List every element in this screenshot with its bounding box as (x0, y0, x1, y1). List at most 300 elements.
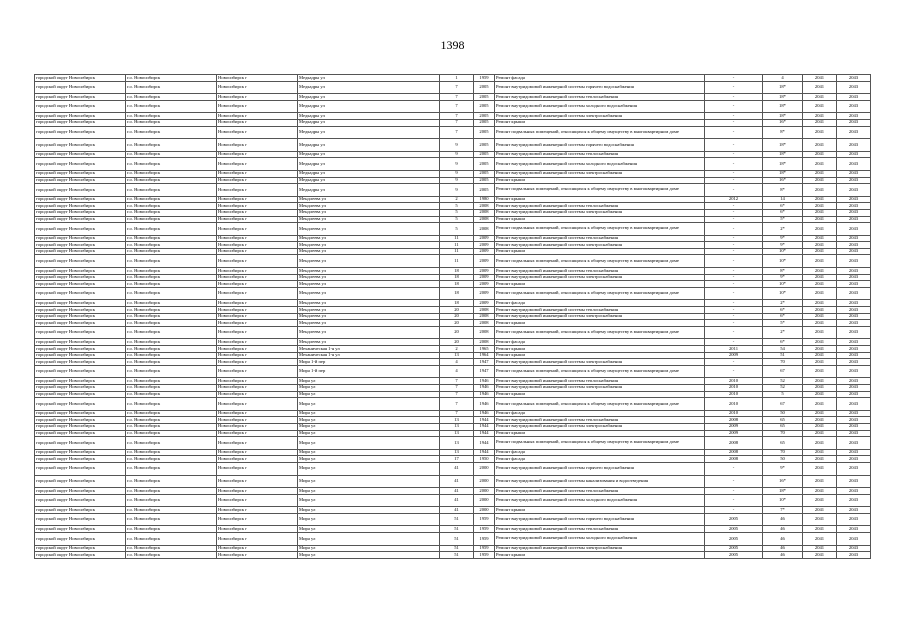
cell-house-number: 9 (440, 139, 474, 152)
cell-prev-repair-year: 2005 (705, 513, 763, 526)
cell-norm-period: 10* (763, 494, 803, 507)
cell-norm-period: 8* (763, 126, 803, 139)
cell-build-year: 2005 (474, 113, 495, 120)
cell-street: Медкадры ул (298, 81, 440, 94)
cell-okrug: городской округ Новосибирск (35, 94, 126, 101)
cell-street: Мира ул (298, 475, 440, 488)
cell-plan-to: 2043 (837, 339, 871, 346)
cell-work-type: Ремонт внутридомовой инженерной системы теплоснабжения (495, 151, 705, 158)
table-row (35, 300, 871, 307)
cell-prev-repair-year: - (705, 326, 763, 339)
cell-house-number: 7 (440, 94, 474, 101)
cell-work-type: Ремонт внутридомовой инженерной системы электроснабжения (495, 113, 705, 120)
cell-build-year: 2000 (474, 475, 495, 488)
cell-house-number: 41 (440, 507, 474, 514)
cell-plan-from: 2041 (803, 113, 837, 120)
cell-plan-from: 2041 (803, 326, 837, 339)
cell-street: Мендлеева ул (298, 216, 440, 223)
cell-house-number: 7 (440, 100, 474, 113)
cell-work-type: Ремонт внутридомовой инженерной системы канализования и водоотведения (495, 475, 705, 488)
cell-okrug: городской округ Новосибирск (35, 126, 126, 139)
cell-municipality: г.о. Новосибирск (126, 352, 217, 359)
cell-municipality: г.о. Новосибирск (126, 184, 217, 197)
cell-street: Мира ул (298, 526, 440, 533)
table-row (35, 151, 871, 158)
cell-city: Новосибирск г (217, 274, 298, 281)
cell-house-number: 13 (440, 437, 474, 450)
cell-okrug: городской округ Новосибирск (35, 417, 126, 424)
cell-prev-repair-year: 2005 (705, 545, 763, 552)
cell-norm-period: 10* (763, 281, 803, 288)
table-row (35, 313, 871, 320)
cell-municipality: г.о. Новосибирск (126, 248, 217, 255)
cell-plan-to: 2043 (837, 300, 871, 307)
cell-city: Новосибирск г (217, 526, 298, 533)
cell-plan-to: 2043 (837, 139, 871, 152)
cell-plan-to: 2043 (837, 81, 871, 94)
table-row (35, 268, 871, 275)
cell-plan-from: 2041 (803, 248, 837, 255)
cell-city: Новосибирск г (217, 184, 298, 197)
cell-plan-to: 2043 (837, 287, 871, 300)
cell-build-year: 2008 (474, 216, 495, 223)
table-row (35, 113, 871, 120)
cell-municipality: г.о. Новосибирск (126, 533, 217, 546)
cell-city: Новосибирск г (217, 223, 298, 236)
cell-house-number: 20 (440, 313, 474, 320)
cell-norm-period: 6* (763, 339, 803, 346)
cell-build-year: 2005 (474, 184, 495, 197)
cell-okrug: городской округ Новосибирск (35, 365, 126, 378)
cell-city: Новосибирск г (217, 410, 298, 417)
cell-build-year: 2000 (474, 494, 495, 507)
cell-plan-to: 2043 (837, 462, 871, 475)
cell-prev-repair-year: - (705, 339, 763, 346)
cell-plan-from: 2041 (803, 423, 837, 430)
cell-street: Мира ул (298, 430, 440, 437)
cell-city: Новосибирск г (217, 494, 298, 507)
cell-plan-from: 2041 (803, 307, 837, 314)
cell-plan-to: 2043 (837, 384, 871, 391)
cell-norm-period: 18* (763, 151, 803, 158)
cell-municipality: г.о. Новосибирск (126, 494, 217, 507)
cell-street: Мира ул (298, 398, 440, 411)
cell-build-year: 2008 (474, 320, 495, 327)
cell-work-type: Ремонт внутридомовой инженерной системы электроснабжения (495, 274, 705, 281)
cell-work-type: Ремонт крыши (495, 346, 705, 353)
table-row (35, 81, 871, 94)
cell-plan-to: 2043 (837, 507, 871, 514)
cell-okrug: городской округ Новосибирск (35, 430, 126, 437)
cell-street: Мендлеева ул (298, 248, 440, 255)
cell-plan-from: 2041 (803, 410, 837, 417)
cell-plan-to: 2043 (837, 313, 871, 320)
cell-work-type: Ремонт внутридомовой инженерной системы холодного водоснабжения (495, 494, 705, 507)
cell-plan-from: 2041 (803, 139, 837, 152)
cell-work-type: Ремонт крыши (495, 177, 705, 184)
cell-street: Медкадры ул (298, 177, 440, 184)
cell-city: Новосибирск г (217, 326, 298, 339)
cell-plan-to: 2043 (837, 430, 871, 437)
cell-okrug: городской округ Новосибирск (35, 326, 126, 339)
cell-work-type: Ремонт внутридомовой инженерной системы холодного водоснабжения (495, 100, 705, 113)
capital-repair-register-table (34, 74, 871, 559)
cell-house-number: 7 (440, 126, 474, 139)
cell-house-number: 7 (440, 384, 474, 391)
table-row (35, 242, 871, 249)
cell-street: Мира ул (298, 378, 440, 385)
cell-plan-to: 2043 (837, 320, 871, 327)
cell-street: Мендлеева ул (298, 268, 440, 275)
cell-norm-period: 50 (763, 410, 803, 417)
cell-norm-period: 18* (763, 139, 803, 152)
cell-build-year: 1944 (474, 437, 495, 450)
cell-okrug: городской округ Новосибирск (35, 216, 126, 223)
cell-work-type: Ремонт фасада (495, 449, 705, 456)
cell-work-type: Ремонт фасада (495, 75, 705, 82)
table-row (35, 488, 871, 495)
cell-street: Мендлеева ул (298, 255, 440, 268)
cell-norm-period: 70 (763, 449, 803, 456)
cell-work-type: Ремонт внутридомовой инженерной системы холодного водоснабжения (495, 533, 705, 546)
cell-street: Медкадры ул (298, 126, 440, 139)
cell-municipality: г.о. Новосибирск (126, 313, 217, 320)
cell-build-year: 1946 (474, 391, 495, 398)
cell-house-number: 18 (440, 281, 474, 288)
cell-norm-period: 9* (763, 242, 803, 249)
table-row (35, 235, 871, 242)
table-row (35, 526, 871, 533)
cell-street: Мира ул (298, 462, 440, 475)
cell-work-type: Ремонт крыши (495, 352, 705, 359)
cell-build-year: 1947 (474, 359, 495, 366)
cell-city: Новосибирск г (217, 281, 298, 288)
cell-plan-to: 2043 (837, 75, 871, 82)
cell-build-year: 1944 (474, 449, 495, 456)
cell-street: Мира ул (298, 494, 440, 507)
cell-plan-from: 2041 (803, 462, 837, 475)
cell-municipality: г.о. Новосибирск (126, 513, 217, 526)
cell-okrug: городской округ Новосибирск (35, 287, 126, 300)
cell-plan-to: 2043 (837, 513, 871, 526)
cell-municipality: г.о. Новосибирск (126, 151, 217, 158)
cell-city: Новосибирск г (217, 359, 298, 366)
cell-house-number: 51 (440, 533, 474, 546)
cell-plan-to: 2043 (837, 158, 871, 171)
cell-work-type: Ремонт внутридомовой инженерной системы электроснабжения (495, 170, 705, 177)
cell-build-year: 1959 (474, 552, 495, 559)
table-row (35, 170, 871, 177)
cell-plan-to: 2043 (837, 307, 871, 314)
cell-work-type: Ремонт внутридомовой инженерной системы теплоснабжения (495, 488, 705, 495)
cell-work-type: Ремонт крыши (495, 196, 705, 203)
cell-city: Новосибирск г (217, 378, 298, 385)
cell-build-year: 1946 (474, 398, 495, 411)
cell-house-number: 7 (440, 113, 474, 120)
cell-city: Новосибирск г (217, 158, 298, 171)
table-row (35, 307, 871, 314)
cell-plan-from: 2041 (803, 359, 837, 366)
cell-plan-from: 2041 (803, 100, 837, 113)
cell-norm-period: 50 (763, 456, 803, 463)
cell-okrug: городской округ Новосибирск (35, 552, 126, 559)
cell-city: Новосибирск г (217, 391, 298, 398)
table-row (35, 462, 871, 475)
cell-okrug: городской округ Новосибирск (35, 391, 126, 398)
cell-work-type: Ремонт внутридомовой инженерной системы теплоснабжения (495, 378, 705, 385)
cell-okrug: городской округ Новосибирск (35, 113, 126, 120)
cell-house-number: 51 (440, 513, 474, 526)
cell-prev-repair-year: - (705, 462, 763, 475)
table-row (35, 545, 871, 552)
cell-plan-to: 2043 (837, 255, 871, 268)
cell-work-type: Ремонт подвальных помещений, относящихся к общему имуществу в многоквартирном доме (495, 184, 705, 197)
cell-street: Мендлеева ул (298, 307, 440, 314)
cell-norm-period: 54 (763, 346, 803, 353)
cell-street: Медкадры ул (298, 113, 440, 120)
cell-plan-from: 2041 (803, 126, 837, 139)
table-row (35, 255, 871, 268)
cell-city: Новосибирск г (217, 196, 298, 203)
cell-plan-to: 2043 (837, 100, 871, 113)
cell-build-year: 2005 (474, 151, 495, 158)
cell-plan-to: 2043 (837, 274, 871, 281)
cell-prev-repair-year: - (705, 170, 763, 177)
cell-house-number: 13 (440, 417, 474, 424)
cell-okrug: городской округ Новосибирск (35, 423, 126, 430)
cell-build-year: 1965 (474, 346, 495, 353)
cell-municipality: г.о. Новосибирск (126, 437, 217, 450)
cell-street: Мендлеева ул (298, 339, 440, 346)
cell-norm-period: 5 (763, 391, 803, 398)
cell-build-year: 1959 (474, 75, 495, 82)
cell-prev-repair-year: - (705, 494, 763, 507)
cell-city: Новосибирск г (217, 287, 298, 300)
cell-prev-repair-year: - (705, 100, 763, 113)
cell-plan-to: 2043 (837, 475, 871, 488)
cell-house-number: 11 (440, 248, 474, 255)
cell-okrug: городской округ Новосибирск (35, 307, 126, 314)
cell-plan-to: 2043 (837, 126, 871, 139)
cell-prev-repair-year: 2005 (705, 526, 763, 533)
cell-build-year: 1959 (474, 533, 495, 546)
cell-prev-repair-year: 2011 (705, 346, 763, 353)
cell-municipality: г.о. Новосибирск (126, 417, 217, 424)
cell-okrug: городской округ Новосибирск (35, 346, 126, 353)
cell-build-year: 2009 (474, 255, 495, 268)
cell-prev-repair-year: - (705, 216, 763, 223)
cell-work-type: Ремонт внутридомовой инженерной системы теплоснабжения (495, 235, 705, 242)
cell-build-year: 2008 (474, 339, 495, 346)
table-row (35, 139, 871, 152)
cell-plan-from: 2041 (803, 552, 837, 559)
cell-prev-repair-year: 2008 (705, 437, 763, 450)
cell-plan-to: 2043 (837, 410, 871, 417)
cell-municipality: г.о. Новосибирск (126, 430, 217, 437)
cell-house-number: 13 (440, 430, 474, 437)
cell-city: Новосибирск г (217, 235, 298, 242)
cell-work-type: Ремонт подвальных помещений, относящихся к общему имуществу в многоквартирном доме (495, 255, 705, 268)
cell-okrug: городской округ Новосибирск (35, 170, 126, 177)
cell-municipality: г.о. Новосибирск (126, 287, 217, 300)
page-number: 1398 (440, 38, 465, 52)
cell-plan-from: 2041 (803, 235, 837, 242)
cell-build-year: 2008 (474, 203, 495, 210)
cell-city: Новосибирск г (217, 430, 298, 437)
cell-okrug: городской округ Новосибирск (35, 494, 126, 507)
cell-municipality: г.о. Новосибирск (126, 126, 217, 139)
cell-work-type: Ремонт крыши (495, 281, 705, 288)
cell-street: Медкадры ул (298, 75, 440, 82)
table-row (35, 346, 871, 353)
cell-house-number: 18 (440, 274, 474, 281)
cell-house-number: 7 (440, 81, 474, 94)
cell-city: Новосибирск г (217, 100, 298, 113)
cell-norm-period: 10* (763, 255, 803, 268)
cell-prev-repair-year: - (705, 507, 763, 514)
cell-prev-repair-year: - (705, 488, 763, 495)
cell-build-year: 2005 (474, 126, 495, 139)
table-row (35, 75, 871, 82)
table-row (35, 196, 871, 203)
cell-house-number: 7 (440, 119, 474, 126)
cell-plan-from: 2041 (803, 513, 837, 526)
cell-work-type: Ремонт подвальных помещений, относящихся к общему имуществу в многоквартирном доме (495, 126, 705, 139)
cell-city: Новосибирск г (217, 94, 298, 101)
cell-street: Мендлеева ул (298, 196, 440, 203)
cell-municipality: г.о. Новосибирск (126, 100, 217, 113)
cell-build-year: 1946 (474, 410, 495, 417)
cell-municipality: г.о. Новосибирск (126, 391, 217, 398)
cell-work-type: Ремонт крыши (495, 552, 705, 559)
table-row (35, 384, 871, 391)
cell-build-year: 1946 (474, 378, 495, 385)
cell-street: Мира ул (298, 449, 440, 456)
cell-norm-period: 7* (763, 507, 803, 514)
table-row (35, 423, 871, 430)
cell-okrug: городской округ Новосибирск (35, 158, 126, 171)
cell-street: Мира ул (298, 488, 440, 495)
cell-prev-repair-year: - (705, 177, 763, 184)
cell-build-year: 2005 (474, 81, 495, 94)
cell-plan-to: 2043 (837, 488, 871, 495)
cell-prev-repair-year: - (705, 255, 763, 268)
cell-municipality: г.о. Новосибирск (126, 365, 217, 378)
cell-municipality: г.о. Новосибирск (126, 300, 217, 307)
cell-municipality: г.о. Новосибирск (126, 274, 217, 281)
cell-norm-period: 46 (763, 545, 803, 552)
cell-plan-to: 2043 (837, 223, 871, 236)
cell-norm-period: 9* (763, 274, 803, 281)
cell-plan-from: 2041 (803, 255, 837, 268)
cell-norm-period: 67 (763, 398, 803, 411)
cell-city: Новосибирск г (217, 81, 298, 94)
cell-plan-to: 2043 (837, 113, 871, 120)
cell-city: Новосибирск г (217, 151, 298, 158)
cell-prev-repair-year: - (705, 209, 763, 216)
cell-okrug: городской округ Новосибирск (35, 81, 126, 94)
cell-build-year: 1959 (474, 513, 495, 526)
cell-street: Мира ул (298, 456, 440, 463)
table-row (35, 274, 871, 281)
cell-build-year: 2005 (474, 119, 495, 126)
cell-city: Новосибирск г (217, 437, 298, 450)
cell-build-year: 2009 (474, 268, 495, 275)
table-row (35, 320, 871, 327)
cell-street: Мендлеева ул (298, 300, 440, 307)
cell-prev-repair-year: - (705, 139, 763, 152)
cell-municipality: г.о. Новосибирск (126, 488, 217, 495)
cell-work-type: Ремонт внутридомовой инженерной системы теплоснабжения (495, 203, 705, 210)
cell-prev-repair-year: - (705, 313, 763, 320)
cell-plan-to: 2043 (837, 203, 871, 210)
cell-plan-from: 2041 (803, 158, 837, 171)
cell-plan-to: 2043 (837, 526, 871, 533)
cell-build-year: 2008 (474, 223, 495, 236)
cell-street: Мендлеева ул (298, 235, 440, 242)
cell-norm-period: 18* (763, 170, 803, 177)
cell-street: Механическая 1-я ул (298, 346, 440, 353)
cell-city: Новосибирск г (217, 507, 298, 514)
cell-prev-repair-year: - (705, 235, 763, 242)
cell-municipality: г.о. Новосибирск (126, 410, 217, 417)
table-row (35, 94, 871, 101)
cell-build-year: 2009 (474, 242, 495, 249)
cell-house-number: 20 (440, 320, 474, 327)
cell-plan-from: 2041 (803, 475, 837, 488)
cell-plan-from: 2041 (803, 184, 837, 197)
cell-municipality: г.о. Новосибирск (126, 94, 217, 101)
cell-work-type: Ремонт крыши (495, 248, 705, 255)
cell-prev-repair-year: - (705, 158, 763, 171)
cell-plan-from: 2041 (803, 320, 837, 327)
cell-house-number: 5 (440, 203, 474, 210)
cell-plan-to: 2043 (837, 94, 871, 101)
cell-okrug: городской округ Новосибирск (35, 320, 126, 327)
cell-street: Мира ул (298, 545, 440, 552)
cell-norm-period: 6* (763, 209, 803, 216)
cell-plan-from: 2041 (803, 287, 837, 300)
cell-plan-from: 2041 (803, 494, 837, 507)
cell-build-year: 2000 (474, 488, 495, 495)
cell-okrug: городской округ Новосибирск (35, 359, 126, 366)
cell-norm-period: 52 (763, 384, 803, 391)
table-row (35, 119, 871, 126)
cell-build-year: 1947 (474, 365, 495, 378)
cell-plan-to: 2043 (837, 196, 871, 203)
cell-house-number: 5 (440, 209, 474, 216)
cell-street: Мендлеева ул (298, 320, 440, 327)
cell-plan-from: 2041 (803, 398, 837, 411)
cell-okrug: городской округ Новосибирск (35, 488, 126, 495)
cell-house-number: 41 (440, 488, 474, 495)
cell-plan-from: 2041 (803, 216, 837, 223)
cell-work-type: Ремонт внутридомовой инженерной системы теплоснабжения (495, 417, 705, 424)
cell-plan-to: 2043 (837, 437, 871, 450)
cell-norm-period: 8* (763, 268, 803, 275)
cell-municipality: г.о. Новосибирск (126, 326, 217, 339)
cell-build-year: 2009 (474, 248, 495, 255)
table-row (35, 449, 871, 456)
cell-municipality: г.о. Новосибирск (126, 449, 217, 456)
cell-street: Медкадры ул (298, 119, 440, 126)
cell-prev-repair-year: - (705, 126, 763, 139)
cell-street: Мендлеева ул (298, 326, 440, 339)
cell-plan-from: 2041 (803, 339, 837, 346)
cell-plan-to: 2043 (837, 326, 871, 339)
cell-municipality: г.о. Новосибирск (126, 177, 217, 184)
table-row (35, 410, 871, 417)
